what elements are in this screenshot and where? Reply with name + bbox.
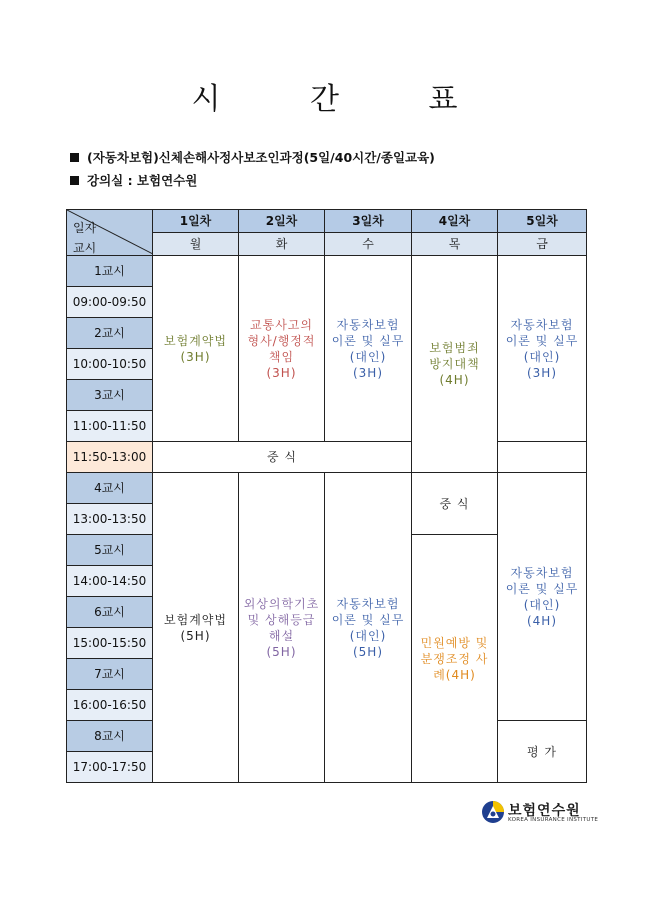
class-title: 보험범죄 xyxy=(429,341,480,355)
class-hours: (3H) xyxy=(352,365,384,380)
bullet-square-icon xyxy=(70,153,79,162)
class-title: 자동차보험 xyxy=(336,596,400,611)
class-title: 이론 및 실무 xyxy=(331,333,405,348)
class-title: 민원예방 및 xyxy=(420,635,489,650)
afternoon-day5-class xyxy=(498,473,587,721)
weekday-1: 월 xyxy=(153,233,239,256)
page-title: 시 간 표 xyxy=(191,82,498,117)
class-title: 이론 및 실무 xyxy=(505,333,579,348)
timetable xyxy=(66,209,587,783)
lunch-text: 중 식 xyxy=(439,496,470,511)
class-title: (대인) xyxy=(523,597,561,612)
period-time: 10:00-10:50 xyxy=(67,349,153,380)
class-title: 보험계약법 xyxy=(164,333,227,348)
class-hours: (3H) xyxy=(526,365,558,380)
period-label: 3교시 xyxy=(67,380,153,411)
class-hours: (3H) xyxy=(180,349,211,364)
period-time: 17:00-17:50 xyxy=(67,752,153,783)
afternoon-day5-eval xyxy=(498,721,587,783)
class-title: 외상의학기초 xyxy=(243,596,320,611)
class-title: (대인) xyxy=(349,349,387,364)
day-header-3: 3일차 xyxy=(325,210,412,233)
period-label: 5교시 xyxy=(67,535,153,566)
class-title: 이론 및 실무 xyxy=(505,581,579,596)
class-title: 책임 xyxy=(268,349,295,364)
room-info xyxy=(70,171,197,189)
class-hours: (5H) xyxy=(352,644,384,659)
period-time: 14:00-14:50 xyxy=(67,566,153,597)
period-label: 2교시 xyxy=(67,318,153,349)
afternoon-day4-lunch xyxy=(412,473,498,535)
course-name: (자동차보험)신체손해사정사보조인과정(5일/40시간/종일교육) xyxy=(87,150,435,165)
class-title: 이론 및 실무 xyxy=(331,612,405,627)
class-title: 교통사고의 xyxy=(250,317,313,332)
morning-day3-class xyxy=(325,256,412,442)
lunch-time: 11:50-13:00 xyxy=(67,442,153,473)
bullet-square-icon xyxy=(70,176,79,185)
afternoon-day4-class xyxy=(412,535,498,783)
class-hours: (4H) xyxy=(526,613,558,628)
period-time: 11:00-11:50 xyxy=(67,411,153,442)
class-title: 방지대책 xyxy=(429,357,480,371)
class-title: (대인) xyxy=(523,349,561,364)
weekday-3: 수 xyxy=(325,233,412,256)
class-hours: (3H) xyxy=(266,365,297,380)
class-title: 해설 xyxy=(268,628,295,643)
day-header-5: 5일차 xyxy=(498,210,587,233)
period-label: 8교시 xyxy=(67,721,153,752)
class-title: 자동차보험 xyxy=(336,317,400,332)
day-header-1: 1일차 xyxy=(153,210,239,233)
course-info xyxy=(70,148,435,166)
class-title: 및 상해등급 xyxy=(247,612,316,627)
morning-day5-class xyxy=(498,256,587,442)
class-hours: (5H) xyxy=(266,644,297,659)
afternoon-day2-class xyxy=(239,473,325,783)
class-title: 자동차보험 xyxy=(510,565,574,580)
corner-day-label: 일자 xyxy=(73,221,97,235)
afternoon-day3-class xyxy=(325,473,412,783)
period-time: 13:00-13:50 xyxy=(67,504,153,535)
corner-period-label: 교시 xyxy=(73,241,97,255)
morning-day1-class xyxy=(153,256,239,442)
period-time: 15:00-15:50 xyxy=(67,628,153,659)
day-header-2: 2일차 xyxy=(239,210,325,233)
weekday-5: 금 xyxy=(498,233,587,256)
lunch-text: 중 식 xyxy=(267,450,297,464)
class-hours: (5H) xyxy=(180,628,211,643)
period-label: 4교시 xyxy=(67,473,153,504)
period-label: 1교시 xyxy=(67,256,153,287)
morning-day4-class xyxy=(412,256,498,473)
weekday-4: 목 xyxy=(412,233,498,256)
period-label: 6교시 xyxy=(67,597,153,628)
period-time: 16:00-16:50 xyxy=(67,690,153,721)
afternoon-day1-class xyxy=(153,473,239,783)
class-title: 형사/행정적 xyxy=(247,333,316,348)
room-name: 강의실 : 보험연수원 xyxy=(87,173,198,188)
weekday-2: 화 xyxy=(239,233,325,256)
logo-subtitle: KOREA INSURANCE INSTITUTE xyxy=(508,817,599,823)
period-label: 7교시 xyxy=(67,659,153,690)
header-corner xyxy=(67,210,153,256)
institute-logo xyxy=(481,800,599,826)
day-header-4: 4일차 xyxy=(412,210,498,233)
class-title: 분쟁조정 사 xyxy=(420,651,489,666)
logo-name: 보험연수원 xyxy=(508,803,581,819)
lunch-day5-empty xyxy=(498,442,587,473)
class-title: 보험계약법 xyxy=(164,612,227,627)
period-time: 09:00-09:50 xyxy=(67,287,153,318)
class-title: 자동차보험 xyxy=(510,317,574,332)
evaluation-text: 평 가 xyxy=(527,744,557,759)
class-title: (대인) xyxy=(349,628,387,643)
morning-day2-class xyxy=(239,256,325,442)
lunch-label xyxy=(153,442,412,473)
class-hours: 례(4H) xyxy=(433,667,476,682)
logo-emblem-icon xyxy=(481,800,505,824)
class-hours: (4H) xyxy=(439,373,470,387)
